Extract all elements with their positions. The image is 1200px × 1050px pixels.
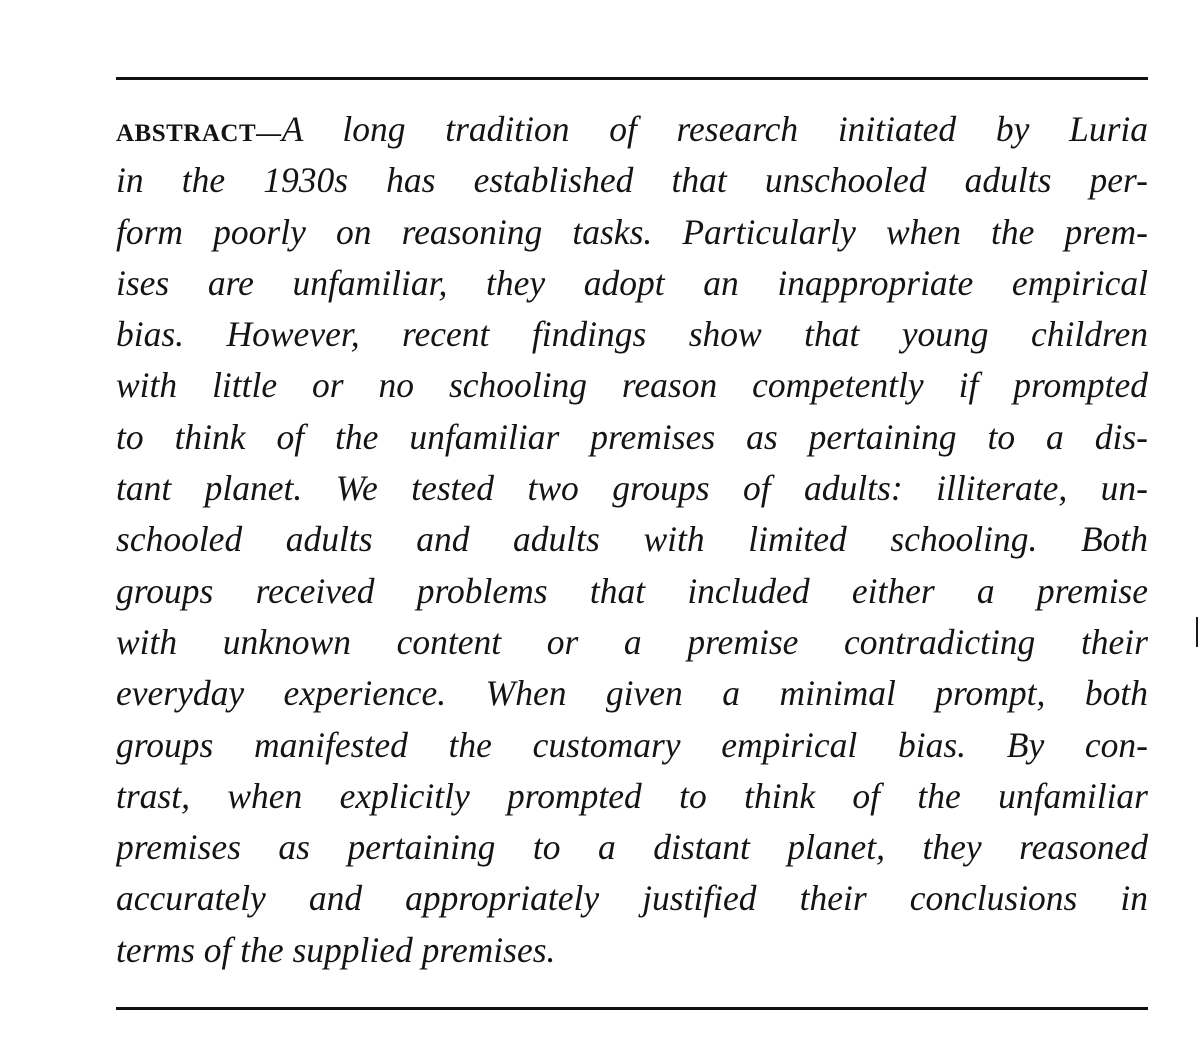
abstract-line-6: with little or no schooling reason competently if prompted — [116, 365, 1148, 406]
abstract-label: ABSTRACT— — [116, 120, 282, 147]
abstract-line-17: terms of the supplied premises. — [116, 929, 556, 970]
abstract-line-11: with unknown content or a premise contradicting their — [116, 621, 1148, 662]
abstract-line-2: in the 1930s has established that unschooled adults per- — [116, 160, 1148, 201]
bottom-rule — [116, 1007, 1148, 1010]
abstract-line-14: trast, when explicitly prompted to think of the unfamiliar — [116, 775, 1148, 816]
top-rule — [116, 77, 1148, 80]
abstract-line-4: ises are unfamiliar, they adopt an inappropriate empirical — [116, 262, 1148, 303]
abstract-line-12: everyday experience. When given a minimal prompt, both — [116, 673, 1148, 714]
abstract-block — [116, 104, 1148, 976]
abstract-line-3: form poorly on reasoning tasks. Particularly when the prem- — [116, 211, 1148, 252]
abstract-line-5: bias. However, recent findings show that young children — [116, 314, 1148, 355]
abstract-line-16: accurately and appropriately justified their conclusions in — [116, 878, 1148, 919]
abstract-line-15: premises as pertaining to a distant planet, they reasoned — [116, 827, 1148, 868]
abstract-line-8: tant planet. We tested two groups of adults: illiterate, un- — [116, 468, 1148, 509]
abstract-line-10: groups received problems that included either a premise — [116, 570, 1148, 611]
page-edge-mark — [1196, 617, 1198, 647]
abstract-line-9: schooled adults and adults with limited schooling. Both — [116, 519, 1148, 560]
abstract-line-1 — [116, 104, 1148, 155]
abstract-line-1-text: A long tradition of research initiated by Luria — [281, 109, 1148, 149]
abstract-line-13: groups manifested the customary empirical bias. By con- — [116, 724, 1148, 765]
abstract-line-7: to think of the unfamiliar premises as pertaining to a dis- — [116, 416, 1148, 457]
